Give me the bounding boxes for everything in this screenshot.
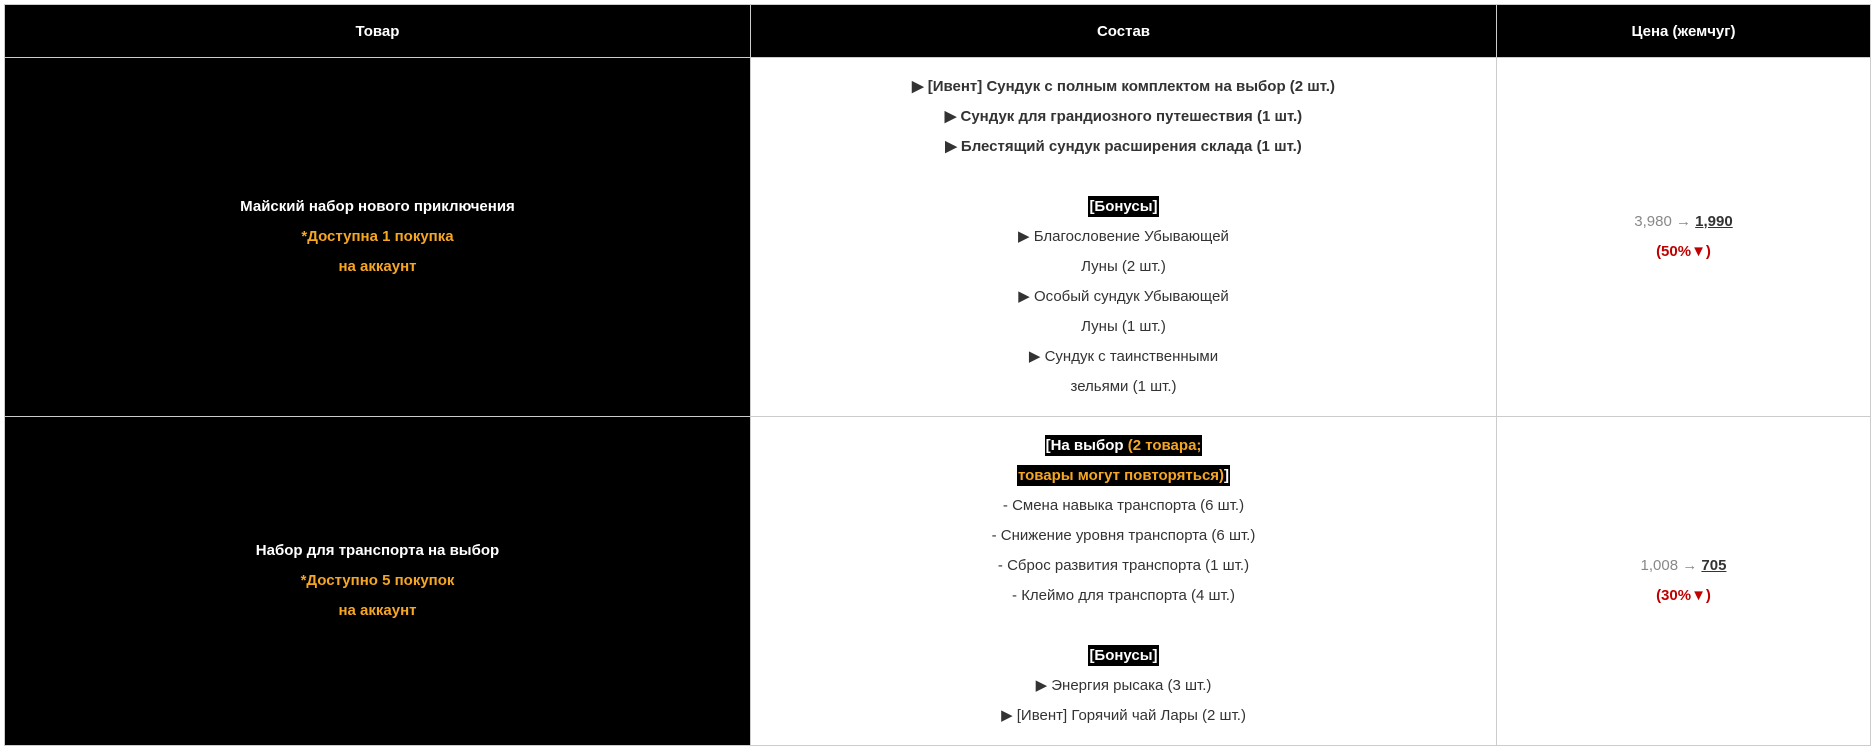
bonus-item: ▶ Сундук с таинственными: [1028, 348, 1219, 365]
purchase-limit-scope: на аккаунт: [338, 258, 417, 275]
product-name: Набор для транспорта на выбор: [255, 542, 500, 559]
choice-rule: (2 товара;: [1127, 437, 1202, 454]
choice-suffix: ]: [1224, 467, 1230, 484]
bonus-item: ▶ Особый сундук Убывающей: [1018, 288, 1229, 305]
table-header-row: [5, 5, 1871, 58]
table-row: [5, 417, 1871, 746]
price-new: 705: [1701, 557, 1727, 574]
choice-item: - Смена навыка транспорта (6 шт.): [1002, 497, 1245, 514]
bonus-item: зельями (1 шт.): [1070, 378, 1177, 395]
header-contents: Состав: [751, 5, 1497, 58]
discount-badge: (30%▼): [1656, 587, 1711, 604]
arrow-icon: →: [1682, 557, 1698, 574]
bonus-label: [Бонусы]: [1089, 647, 1158, 664]
product-name: Майский набор нового приключения: [240, 198, 515, 215]
bonus-item: ▶ Благословение Убывающей: [1018, 228, 1229, 245]
price-new: 1,990: [1695, 213, 1733, 230]
bonus-label: [Бонусы]: [1089, 198, 1158, 215]
price-cell: [1497, 417, 1871, 746]
arrow-icon: →: [1676, 213, 1691, 230]
spacer: [751, 611, 1496, 641]
bonus-item: Луны (2 шт.): [1081, 258, 1166, 275]
choice-item: - Клеймо для транспорта (4 шт.): [1012, 587, 1235, 604]
bonus-item: Луны (1 шт.): [1081, 318, 1166, 335]
bonus-item: ▶ [Ивент] Горячий чай Лары (2 шт.): [1001, 707, 1246, 724]
price-line: [1497, 207, 1870, 237]
choice-item: - Сброс развития транспорта (1 шт.): [997, 557, 1250, 574]
header-product: Товар: [5, 5, 751, 58]
content-item: ▶ Сундук для грандиозного путешествия (1 шт.): [944, 108, 1303, 125]
discount-badge: (50%▼): [1656, 243, 1711, 260]
choice-label: [1045, 435, 1203, 456]
contents-cell: [751, 417, 1497, 746]
price-old: 1,008: [1640, 557, 1679, 574]
content-item: ▶ Блестящий сундук расширения склада (1 шт.): [945, 138, 1302, 155]
purchase-limit-scope: на аккаунт: [338, 602, 417, 619]
purchase-limit: *Доступно 5 покупок: [300, 572, 455, 589]
product-cell: [5, 417, 751, 746]
choice-label-cont: [1017, 465, 1230, 486]
price-old: 3,980: [1634, 213, 1672, 230]
product-cell: [5, 58, 751, 417]
price-line: [1497, 551, 1870, 581]
price-cell: [1497, 58, 1871, 417]
content-item: ▶ [Ивент] Сундук с полным комплектом на выбор (2 шт.): [912, 78, 1335, 95]
spacer: [751, 162, 1496, 192]
purchase-limit: *Доступна 1 покупка: [301, 228, 454, 245]
choice-prefix: [На выбор: [1045, 437, 1128, 454]
contents-cell: [751, 58, 1497, 417]
table-row: [5, 58, 1871, 417]
shop-table: [4, 4, 1871, 746]
header-price: Цена (жемчуг): [1497, 5, 1871, 58]
choice-item: - Снижение уровня транспорта (6 шт.): [991, 527, 1256, 544]
bonus-item: ▶ Энергия рысака (3 шт.): [1035, 677, 1212, 694]
choice-rule: товары могут повторяться): [1017, 467, 1225, 484]
